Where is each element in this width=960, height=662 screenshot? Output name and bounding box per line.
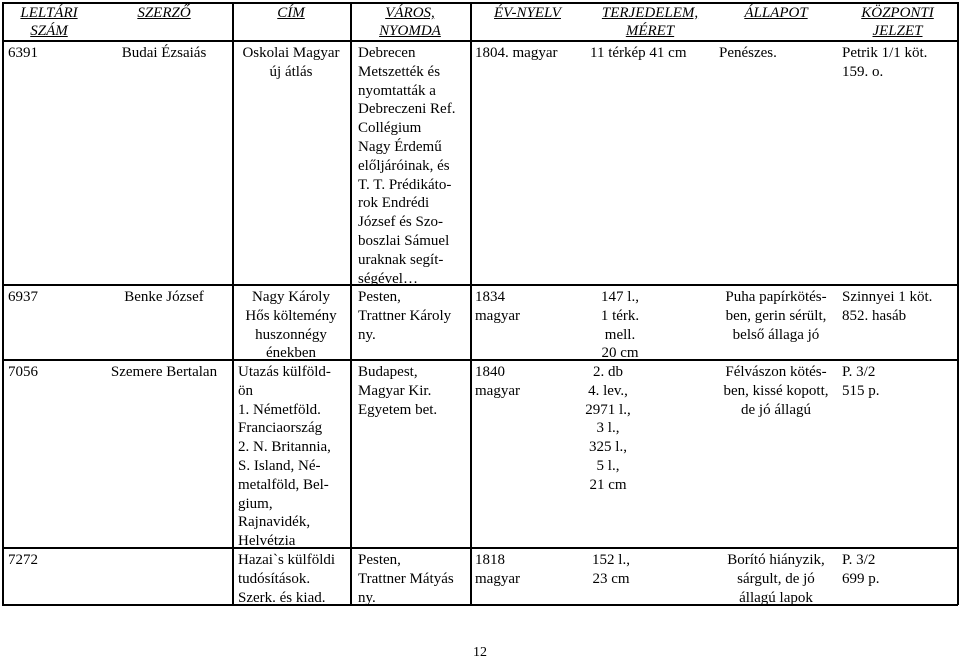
row4-cim: Hazai`s külföldi tudósítások. Szerk. és kiad. <box>238 552 336 606</box>
row1-cim: Oskolai Magyar új átlás <box>242 45 340 80</box>
grid-line-col-varos-left <box>350 2 352 605</box>
header-ev-nyelv: ÉV-NYELV <box>494 5 561 21</box>
row4-jelzet: P. 3/2 699 p. <box>842 552 880 587</box>
row1-jelzet: Petrik 1/1 köt. 159. o. <box>842 45 928 80</box>
header-cim: CÍM <box>277 5 305 21</box>
row1-ev-nyelv: 1804. magyar <box>475 45 558 61</box>
grid-line-row-3 <box>2 547 958 549</box>
header-kozponti-jelzet: KÖZPONTI JELZET <box>861 5 934 39</box>
header-terjedelem-meret: TERJEDELEM, MÉRET <box>601 5 699 39</box>
row1-leltari: 6391 <box>8 45 38 61</box>
row2-varos: Pesten, Trattner Károly ny. <box>358 289 452 343</box>
header-varos-nyomda: VÁROS, NYOMDA <box>379 5 441 39</box>
row3-leltari: 7056 <box>8 364 38 380</box>
grid-line-col-ev-left <box>470 2 472 605</box>
grid-line-row-1 <box>2 284 958 286</box>
row1-varos: Debrecen Metszették és nyomtatták a Debreczeni Ref. Collégium Nagy Érdemű előljáróinak, és T. T. Prédikáto- rok Endrédi József és Szo- boszlai Sámuel uraknak segít- ségével… <box>358 45 456 287</box>
row4-allapot: Borító hiányzik, sárgult, de jó állagú lapok <box>727 552 825 606</box>
grid-line-col-left <box>2 2 4 605</box>
row1-szerzo: Budai Ézsaiás <box>121 45 207 61</box>
row2-cim: Nagy Károly Hős költemény huszonnégy énekben <box>245 289 337 362</box>
grid-line-top <box>2 2 958 4</box>
row2-leltari: 6937 <box>8 289 38 305</box>
row1-terjedelem: 11 térkép 41 cm <box>590 45 687 61</box>
page-number: 12 <box>473 645 487 660</box>
row4-leltari: 7272 <box>8 552 38 568</box>
row4-ev-nyelv: 1818 magyar <box>475 552 520 587</box>
row2-jelzet: Szinnyei 1 köt. 852. hasáb <box>842 289 933 324</box>
row3-szerzo: Szemere Bertalan <box>110 364 218 380</box>
header-allapot: ÁLLAPOT <box>744 5 808 21</box>
row2-allapot: Puha papírkötés- ben, gerin sérült, belső állaga jó <box>725 289 827 343</box>
header-leltari-szam: LELTÁRI SZÁM <box>20 5 78 39</box>
row2-szerzo: Benke József <box>124 289 204 305</box>
row3-terjedelem: 2. db 4. lev., 2971 l., 3 l., 325 l., 5 l., 21 cm <box>585 364 631 493</box>
grid-line-col-right <box>957 2 959 605</box>
row4-terjedelem: 152 l., 23 cm <box>592 552 630 587</box>
row3-allapot: Félvászon kötés- ben, kissé kopott, de jó állagú <box>723 364 829 418</box>
row3-ev-nyelv: 1840 magyar <box>475 364 520 399</box>
row4-varos: Pesten, Trattner Mátyás ny. <box>358 552 454 606</box>
row3-jelzet: P. 3/2 515 p. <box>842 364 880 399</box>
row3-varos: Budapest, Magyar Kir. Egyetem bet. <box>358 364 438 418</box>
grid-line-header-bottom <box>2 40 958 42</box>
row2-ev-nyelv: 1834 magyar <box>475 289 520 324</box>
row1-allapot: Penészes. <box>719 45 777 61</box>
row2-terjedelem: 147 l., 1 térk. mell. 20 cm <box>600 289 640 362</box>
header-szerzo: SZERZŐ <box>137 5 191 21</box>
row3-cim: Utazás külföld- ön 1. Németföld. Franciaország 2. N. Britannia, S. Island, Né- metalföld, Bel- gium, Rajnavidék, Helvétzia <box>238 364 331 550</box>
grid-line-row-2 <box>2 359 958 361</box>
